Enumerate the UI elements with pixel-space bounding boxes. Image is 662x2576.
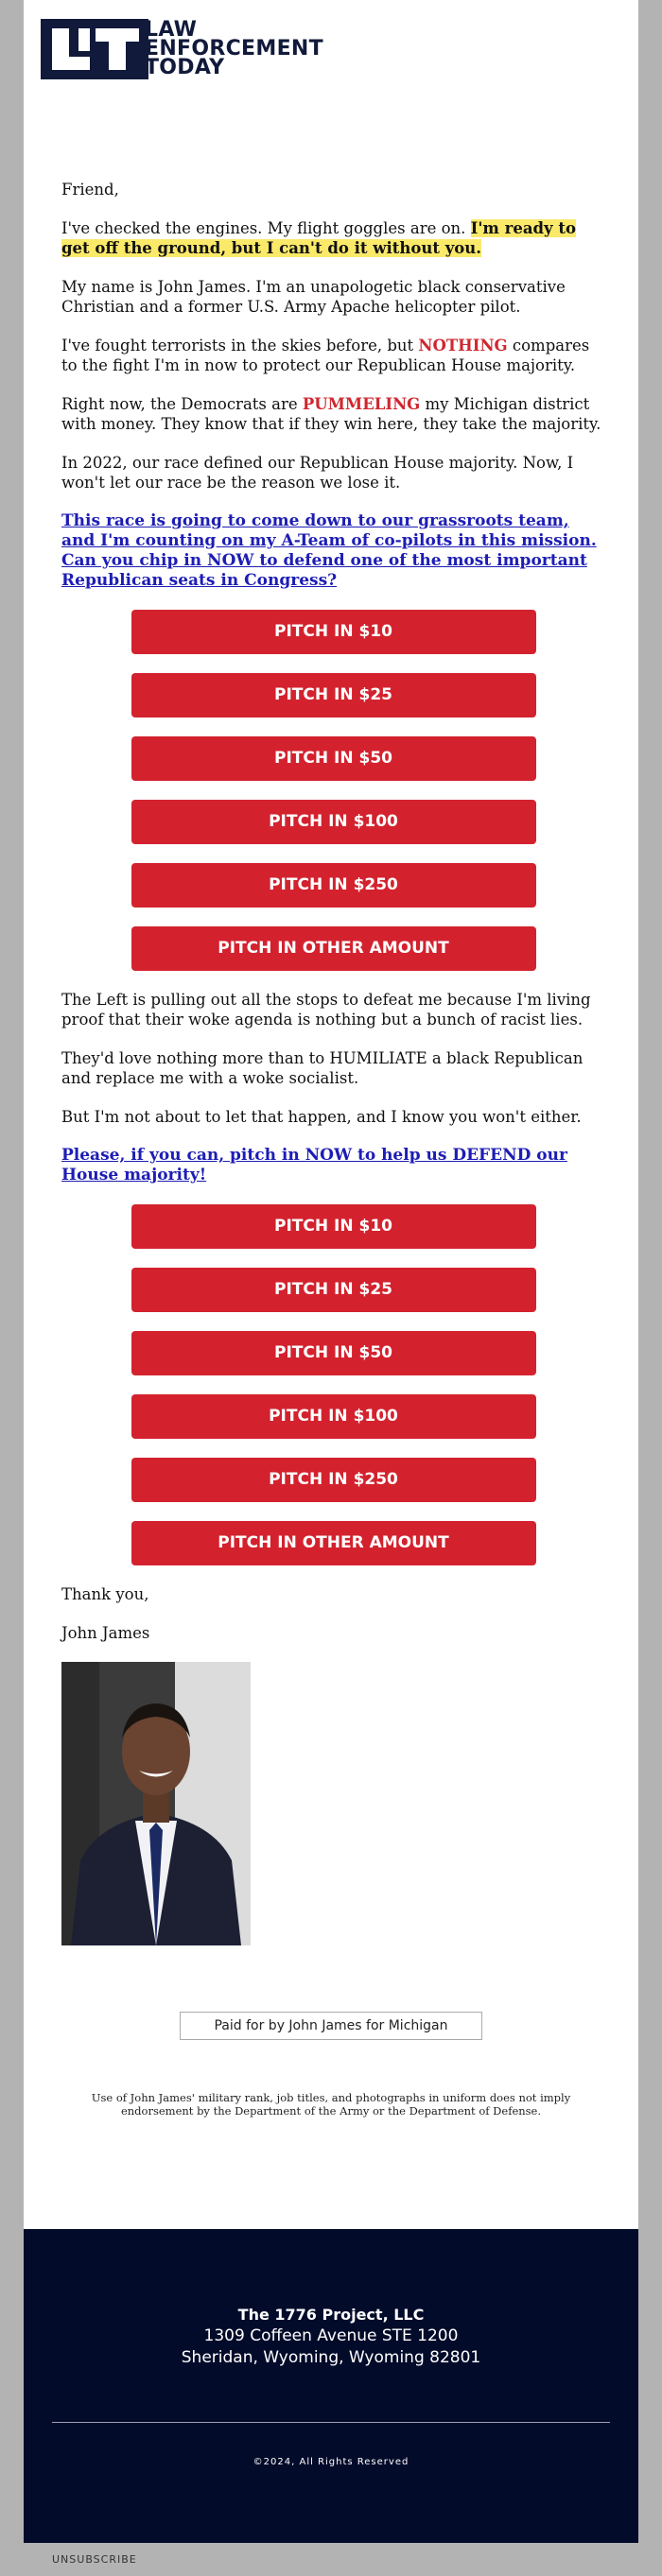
pitch-50-button[interactable]: PITCH IN $50 <box>131 1331 536 1375</box>
paragraph-4: Right now, the Democrats are PUMMELING my Michigan district with money. They know that if they win here, they take the majority. <box>61 395 601 433</box>
donate-link-1[interactable]: This race is going to come down to our grassroots team, and I'm counting on my A-Team of co-pilots in this mission. Can you chip in NOW to defend one of the most important Republican seats in Congress? <box>61 511 597 590</box>
pitch-25-button[interactable]: PITCH IN $25 <box>131 673 536 717</box>
paragraph-2: My name is John James. I'm an unapologetic black conservative Christian and a former U.S. Army Apache helicopter pilot. <box>61 278 566 316</box>
highlighted-text: I'm ready to get off the ground, but I can't do it without you. <box>61 219 577 257</box>
logo-wordmark: LAW ENFORCEMENT TODAY <box>145 18 323 79</box>
paragraph-8: But I'm not about to let that happen, and I know you won't either. <box>61 1108 582 1126</box>
donation-buttons-1 <box>61 610 605 971</box>
email-card <box>24 0 638 2229</box>
paragraph-5: In 2022, our race defined our Republican House majority. Now, I won't let our race be the reason we lose it. <box>61 454 574 492</box>
footer-copyright: ©2024, All Rights Reserved <box>253 2457 409 2467</box>
footer-address-2: Sheridan, Wyoming, Wyoming 82801 <box>181 2348 481 2367</box>
paid-for-box: Paid for by John James for Michigan <box>180 2012 482 2040</box>
paragraph-1: I've checked the engines. My flight goggles are on. I'm ready to get off the ground, but I can't do it without you. <box>61 219 577 257</box>
letter-body <box>61 180 605 1945</box>
pitch-other-button[interactable]: PITCH IN OTHER AMOUNT <box>131 1521 536 1565</box>
footer-org: The 1776 Project, LLC <box>237 2306 425 2324</box>
pitch-100-button[interactable]: PITCH IN $100 <box>131 800 536 844</box>
candidate-photo <box>61 1662 251 1945</box>
portrait-icon <box>61 1662 251 1945</box>
footer-divider <box>52 2422 610 2423</box>
pitch-250-button[interactable]: PITCH IN $250 <box>131 863 536 908</box>
pitch-10-button[interactable]: PITCH IN $10 <box>131 610 536 654</box>
donate-link-2[interactable]: Please, if you can, pitch in NOW to help us DEFEND our House majority! <box>61 1146 567 1184</box>
disclaimer: Use of John James' military rank, job titles, and photographs in uniform does not imply endorsement by the Department of the Army or the Department of Defense. <box>91 2091 571 2118</box>
paragraph-7: They'd love nothing more than to HUMILIATE a black Republican and replace me with a woke socialist. <box>61 1049 584 1087</box>
pitch-10-button[interactable]: PITCH IN $10 <box>131 1204 536 1249</box>
pitch-25-button[interactable]: PITCH IN $25 <box>131 1268 536 1312</box>
donation-buttons-2 <box>61 1204 605 1565</box>
pitch-other-button[interactable]: PITCH IN OTHER AMOUNT <box>131 926 536 971</box>
pitch-50-button[interactable]: PITCH IN $50 <box>131 736 536 781</box>
signature: John James <box>61 1624 150 1642</box>
paragraph-3: I've fought terrorists in the skies before, but NOTHING compares to the fight I'm in now to protect our Republican House majority. <box>61 337 590 374</box>
greeting: Friend, <box>61 181 119 199</box>
unsubscribe-link[interactable]: UNSUBSCRIBE <box>52 2553 137 2566</box>
closing: Thank you, <box>61 1585 149 1603</box>
footer-address-1: 1309 Coffeen Avenue STE 1200 <box>203 2326 459 2345</box>
paragraph-6: The Left is pulling out all the stops to defeat me because I'm living proof that their woke agenda is nothing but a bunch of racist lies. <box>61 991 591 1029</box>
pitch-250-button[interactable]: PITCH IN $250 <box>131 1458 536 1502</box>
pitch-100-button[interactable]: PITCH IN $100 <box>131 1394 536 1439</box>
footer <box>24 2229 638 2543</box>
